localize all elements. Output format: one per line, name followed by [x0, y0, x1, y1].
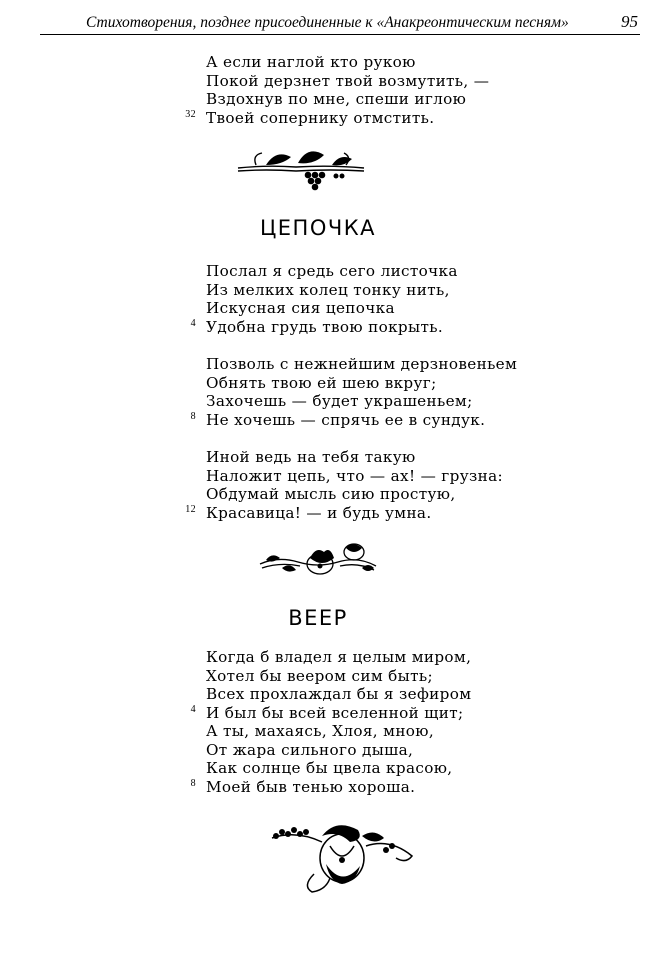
- line-number: 8: [190, 777, 196, 789]
- verse-line: Наложит цепь, что — ах! — грузна:: [206, 466, 503, 485]
- poem-stanza-veer: [190, 648, 472, 796]
- verse-line: Обдумай мысль сию простую,: [206, 485, 456, 503]
- verse-line: Вздохнув по мне, спеши иглою: [206, 90, 467, 108]
- verse-line: Покой дерзнет твой возмутить, —: [206, 71, 490, 90]
- verse-line: 4 И был бы всей вселенной щит;: [206, 704, 471, 723]
- verse-line: 12 Красавица! — и будь умна.: [206, 504, 503, 523]
- page-number: 95: [621, 12, 638, 31]
- verse-line: Захочешь — будет украшеньем;: [206, 392, 473, 410]
- poem-stanza-3: [185, 448, 503, 522]
- verse-line: Всех прохлаждал бы я зефиром: [206, 685, 472, 703]
- verse-line: Обнять твою ей шею вкруг;: [206, 373, 437, 392]
- line-number: 12: [185, 503, 196, 515]
- verse-line: 8 Моей быв тенью хороша.: [206, 778, 471, 797]
- pansy-flower-ornament: [258, 538, 378, 584]
- verse-line: Искусная сия цепочка: [206, 299, 395, 317]
- line-number: 32: [185, 108, 196, 120]
- verse-line: А если наглой кто рукою: [206, 53, 416, 71]
- poem-title: ЦЕПОЧКА: [259, 216, 377, 240]
- verse-line: 4 Удобна грудь твою покрыть.: [206, 318, 458, 337]
- verse-line: От жара сильного дыша,: [206, 740, 414, 759]
- line-number: 4: [190, 317, 196, 329]
- verse-line: А ты, махаясь, Хлоя, мною,: [206, 722, 435, 740]
- running-title: Стихотворения, позднее присоединенные к «Анакреонтическим песням»: [86, 14, 569, 31]
- verse-line: 32 Твоей сопернику отмстить.: [206, 109, 489, 128]
- poem-stanza-2: [190, 355, 518, 429]
- verse-line: Когда б владел я целым миром,: [206, 648, 472, 666]
- verse-line: Послал я средь сего листочка: [206, 262, 458, 280]
- verse-line: Иной ведь на тебя такую: [206, 448, 416, 466]
- poem-stanza-1: [190, 262, 458, 336]
- running-header: [40, 8, 640, 35]
- line-number: 4: [190, 703, 196, 715]
- verse-line: 8 Не хочешь — спрячь ее в сундук.: [206, 411, 517, 430]
- grape-vine-ornament: [236, 143, 368, 193]
- poem-title: ВЕЕР: [288, 606, 348, 630]
- verse-line: Как солнце бы цвела красою,: [206, 759, 453, 777]
- poem-fragment-stanza: [185, 53, 490, 127]
- floral-tailpiece-ornament: [266, 816, 416, 896]
- verse-line: Из мелких колец тонку нить,: [206, 280, 450, 299]
- verse-line: Позволь с нежнейшим дерзновеньем: [206, 355, 518, 373]
- line-number: 8: [190, 410, 196, 422]
- verse-line: Хотел бы веером сим быть;: [206, 666, 433, 685]
